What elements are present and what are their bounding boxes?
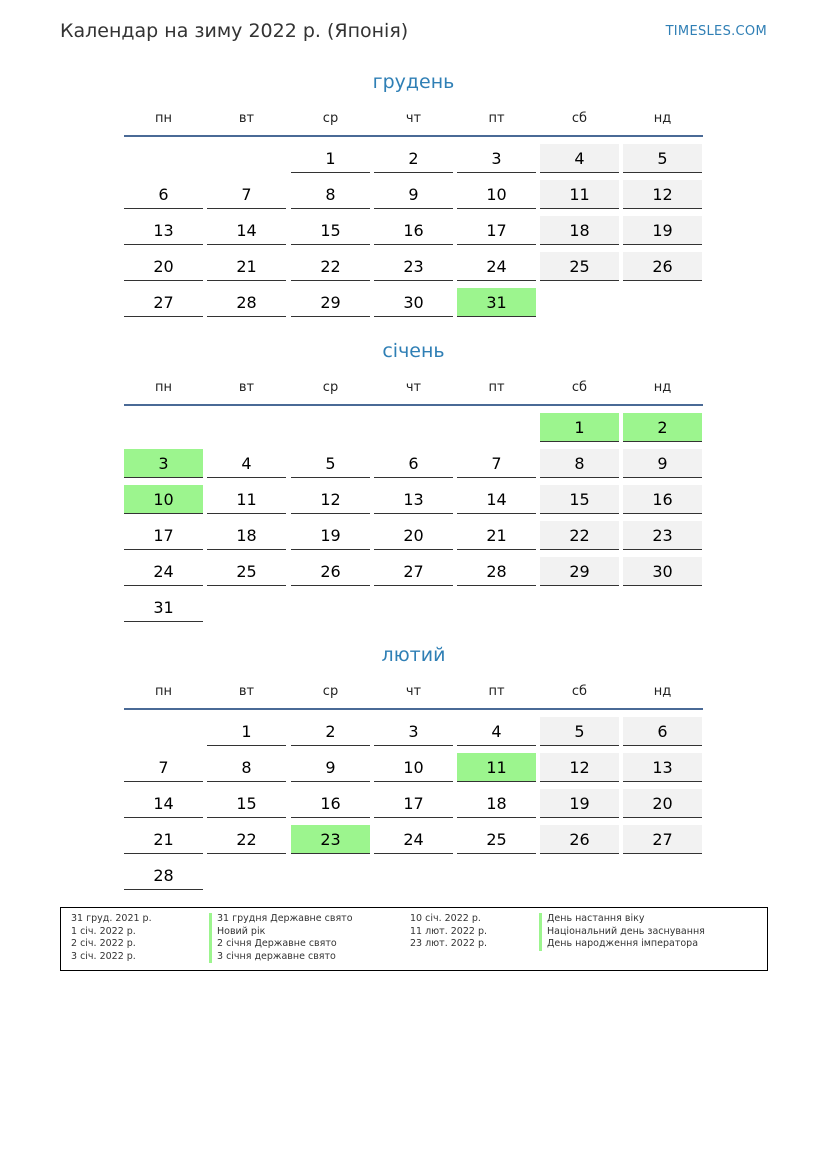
day-cell: 15 <box>207 789 286 818</box>
day-cell: 10 <box>124 485 203 514</box>
day-cell: 22 <box>540 521 619 550</box>
legend-date: 1 січ. 2022 р. <box>71 925 136 937</box>
day-cell: 31 <box>124 593 203 622</box>
day-cell: 4 <box>207 449 286 478</box>
weekday-label: сб <box>571 111 588 126</box>
day-cell: 5 <box>623 144 702 173</box>
day-cell: 8 <box>207 753 286 782</box>
day-cell: 26 <box>291 557 370 586</box>
month-name: грудень <box>372 71 455 93</box>
day-cell: 28 <box>124 861 203 890</box>
legend-date: 31 груд. 2021 р. <box>71 913 152 924</box>
legend-date: 3 січ. 2022 р. <box>71 950 136 962</box>
weekday-label: вт <box>238 380 255 395</box>
weekday-label: ср <box>322 684 339 699</box>
weekday-label: чт <box>405 111 422 126</box>
day-cell: 22 <box>207 825 286 854</box>
month-2 <box>124 644 703 897</box>
day-cell: 9 <box>291 753 370 782</box>
day-cell: 2 <box>623 413 702 442</box>
legend-holiday-name: Новий рік <box>209 926 265 939</box>
day-cell: 3 <box>457 144 536 173</box>
day-cell: 12 <box>291 485 370 514</box>
day-cell: 23 <box>291 825 370 854</box>
day-cell: 1 <box>540 413 619 442</box>
day-cell: 17 <box>374 789 453 818</box>
day-cell: 19 <box>623 216 702 245</box>
day-cell: 17 <box>457 216 536 245</box>
day-cell: 14 <box>124 789 203 818</box>
day-cell: 2 <box>291 717 370 746</box>
day-cell: 14 <box>207 216 286 245</box>
day-cell: 21 <box>457 521 536 550</box>
day-cell: 2 <box>374 144 453 173</box>
day-cell: 10 <box>457 180 536 209</box>
day-cell: 25 <box>457 825 536 854</box>
day-cell: 13 <box>623 753 702 782</box>
day-cell: 27 <box>374 557 453 586</box>
weekday-label: чт <box>405 684 422 699</box>
day-cell: 23 <box>374 252 453 281</box>
day-cell: 18 <box>457 789 536 818</box>
day-cell: 17 <box>124 521 203 550</box>
day-cell: 14 <box>457 485 536 514</box>
day-cell: 12 <box>623 180 702 209</box>
day-cell: 27 <box>623 825 702 854</box>
weekday-label: чт <box>405 380 422 395</box>
day-cell: 16 <box>623 485 702 514</box>
weekday-label: ср <box>322 380 339 395</box>
day-cell: 8 <box>291 180 370 209</box>
month-name: лютий <box>381 644 446 666</box>
day-cell: 30 <box>623 557 702 586</box>
weekday-label: пт <box>488 111 505 126</box>
day-cell: 11 <box>457 753 536 782</box>
day-cell: 28 <box>457 557 536 586</box>
month-0 <box>124 71 703 324</box>
legend-holiday-name: 2 січня Державне свято <box>209 938 337 951</box>
legend-holiday-name: 3 січня державне свято <box>209 951 336 964</box>
day-cell: 4 <box>457 717 536 746</box>
day-cell: 6 <box>623 717 702 746</box>
day-cell: 15 <box>291 216 370 245</box>
legend-holiday-name: День настання віку <box>539 913 644 926</box>
day-cell: 29 <box>540 557 619 586</box>
day-cell: 3 <box>124 449 203 478</box>
day-cell: 9 <box>623 449 702 478</box>
day-cell: 20 <box>374 521 453 550</box>
day-cell: 11 <box>207 485 286 514</box>
day-cell: 18 <box>207 521 286 550</box>
header-rule <box>124 708 703 710</box>
day-cell: 9 <box>374 180 453 209</box>
day-cell: 13 <box>374 485 453 514</box>
legend-date: 23 лют. 2022 р. <box>410 938 487 949</box>
day-cell: 1 <box>207 717 286 746</box>
day-cell: 15 <box>540 485 619 514</box>
day-cell: 29 <box>291 288 370 317</box>
holiday-legend <box>60 907 768 971</box>
day-cell: 25 <box>540 252 619 281</box>
weekday-label: пт <box>488 380 505 395</box>
day-cell: 7 <box>124 753 203 782</box>
day-cell: 11 <box>540 180 619 209</box>
weekday-label: вт <box>238 111 255 126</box>
day-cell: 21 <box>207 252 286 281</box>
day-cell: 6 <box>374 449 453 478</box>
weekday-label: пн <box>155 111 172 126</box>
day-cell: 4 <box>540 144 619 173</box>
weekday-label: пн <box>155 684 172 699</box>
weekday-label: пн <box>155 380 172 395</box>
weekday-label: сб <box>571 684 588 699</box>
day-cell: 23 <box>623 521 702 550</box>
legend-holiday-name: 31 грудня Державне свято <box>209 913 353 926</box>
site-link[interactable]: TIMESLES.COM <box>665 24 767 39</box>
day-cell: 25 <box>207 557 286 586</box>
month-name: січень <box>382 340 445 362</box>
day-cell: 20 <box>124 252 203 281</box>
day-cell: 24 <box>374 825 453 854</box>
day-cell: 22 <box>291 252 370 281</box>
weekday-label: нд <box>653 380 672 395</box>
day-cell: 21 <box>124 825 203 854</box>
legend-holiday-name: Національний день заснування <box>539 926 705 939</box>
day-cell: 5 <box>291 449 370 478</box>
day-cell: 28 <box>207 288 286 317</box>
legend-date: 10 січ. 2022 р. <box>410 913 481 924</box>
day-cell: 16 <box>374 216 453 245</box>
day-cell: 7 <box>457 449 536 478</box>
day-cell: 3 <box>374 717 453 746</box>
header-rule <box>124 135 703 137</box>
day-cell: 24 <box>124 557 203 586</box>
day-cell: 26 <box>540 825 619 854</box>
day-cell: 31 <box>457 288 536 317</box>
legend-date: 2 січ. 2022 р. <box>71 938 136 949</box>
legend-date: 11 лют. 2022 р. <box>410 925 487 937</box>
day-cell: 26 <box>623 252 702 281</box>
day-cell: 24 <box>457 252 536 281</box>
day-cell: 19 <box>540 789 619 818</box>
legend-holiday-name: День народження імператора <box>539 938 698 951</box>
header-rule <box>124 404 703 406</box>
day-cell: 27 <box>124 288 203 317</box>
day-cell: 19 <box>291 521 370 550</box>
weekday-label: вт <box>238 684 255 699</box>
weekday-label: пт <box>488 684 505 699</box>
weekday-label: ср <box>322 111 339 126</box>
day-cell: 7 <box>207 180 286 209</box>
day-cell: 16 <box>291 789 370 818</box>
page-title: Календар на зиму 2022 р. (Японія) <box>60 20 409 42</box>
weekday-label: нд <box>653 684 672 699</box>
weekday-label: сб <box>571 380 588 395</box>
day-cell: 30 <box>374 288 453 317</box>
day-cell: 1 <box>291 144 370 173</box>
month-1 <box>124 340 703 629</box>
day-cell: 12 <box>540 753 619 782</box>
day-cell: 18 <box>540 216 619 245</box>
day-cell: 8 <box>540 449 619 478</box>
day-cell: 10 <box>374 753 453 782</box>
day-cell: 13 <box>124 216 203 245</box>
day-cell: 5 <box>540 717 619 746</box>
day-cell: 20 <box>623 789 702 818</box>
day-cell: 6 <box>124 180 203 209</box>
weekday-label: нд <box>653 111 672 126</box>
